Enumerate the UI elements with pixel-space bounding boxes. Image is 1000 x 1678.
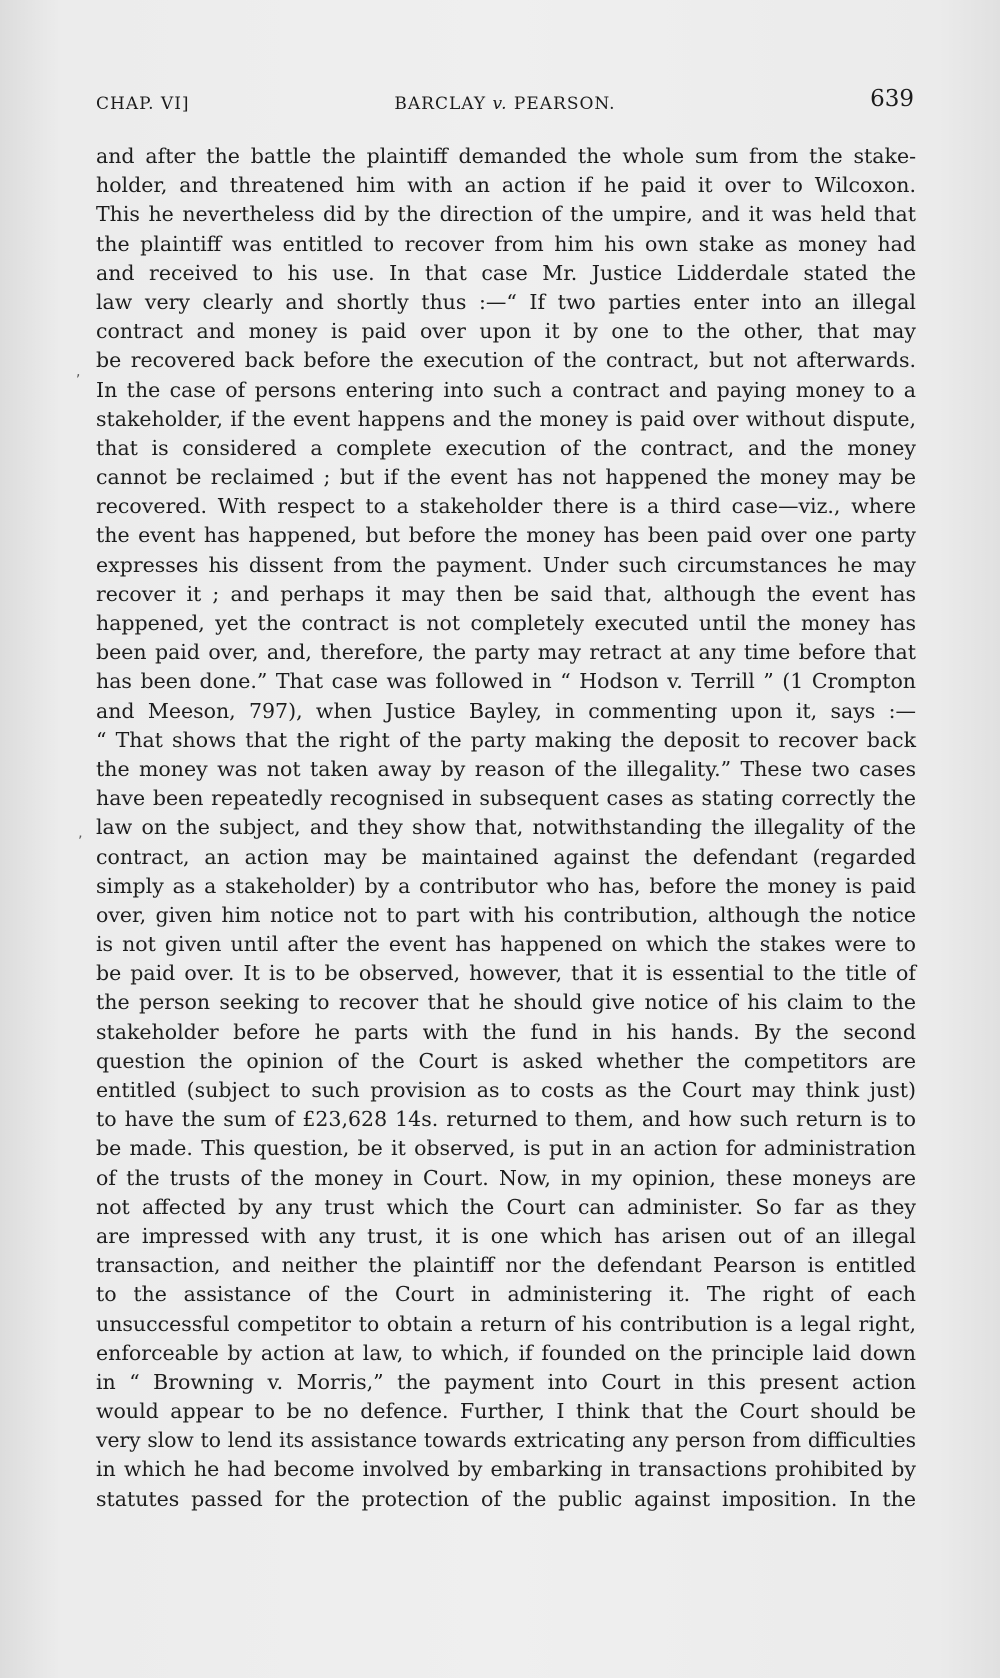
text-line: has been done.” That case was followed in “ Hodson v. Terrill ” (1 Crompton	[96, 669, 916, 694]
body-text	[96, 142, 916, 1514]
text-line: very slow to lend its assistance towards extricating any person from difficulties	[96, 1428, 916, 1453]
text-line: the money was not taken away by reason of the illegality.” These two cases	[96, 756, 916, 781]
text-line: of the trusts of the money in Court. Now, in my opinion, these moneys are	[96, 1165, 916, 1190]
case-title-v: v.	[492, 94, 508, 114]
text-line: stakeholder before he parts with the fund in his hands. By the second	[96, 1019, 916, 1044]
text-line: be recovered back before the execution of the contract, but not afterwards.	[96, 348, 916, 373]
text-line: transaction, and neither the plaintiff nor the defendant Pearson is entitled	[96, 1253, 916, 1278]
text-line: in which he had become involved by embarking in transactions prohibited by	[96, 1457, 916, 1482]
text-line: expresses his dissent from the payment. Under such circumstances he may	[96, 552, 916, 577]
case-title	[96, 94, 914, 114]
text-line: holder, and threatened him with an action if he paid it over to Wilcoxon.	[96, 173, 916, 198]
text-line: question the opinion of the Court is asked whether the competitors are	[96, 1048, 916, 1073]
running-head	[96, 86, 914, 126]
page-number: 639	[870, 86, 914, 112]
text-line: enforceable by action at law, to which, if founded on the principle laid down	[96, 1340, 916, 1365]
chapter-label: CHAP. VI]	[96, 94, 190, 114]
text-line: In the case of persons entering into such a contract and paying money to a	[96, 377, 916, 402]
text-line: entitled (subject to such provision as to costs as the Court may think just)	[96, 1078, 916, 1102]
text-line: been paid over, and, therefore, the party may retract at any time before that	[96, 640, 916, 665]
text-line: the plaintiff was entitled to recover from him his own stake as money had	[96, 231, 916, 256]
text-line: contract, an action may be maintained against the defendant (regarded	[96, 844, 916, 869]
text-line: in “ Browning v. Morris,” the payment into Court in this present action	[96, 1369, 916, 1394]
text-line: happened, yet the contract is not completely executed until the money has	[96, 611, 916, 635]
text-line: and received to his use. In that case Mr. Justice Lidderdale stated the	[96, 260, 916, 285]
case-title-post: PEARSON.	[507, 94, 616, 114]
text-line: that is considered a complete execution of the contract, and the money	[96, 435, 916, 460]
text-line: contract and money is paid over upon it by one to the other, that may	[96, 319, 916, 344]
text-line: simply as a stakeholder) by a contributor who has, before the money is paid	[96, 873, 916, 898]
text-line: and Meeson, 797), when Justice Bayley, in commenting upon it, says :—	[96, 698, 916, 723]
text-line: are impressed with any trust, it is one which has arisen out of an illegal	[96, 1223, 916, 1248]
text-line: not affected by any trust which the Court can administer. So far as they	[96, 1194, 916, 1219]
text-line: the person seeking to recover that he should give notice of his claim to the	[96, 990, 916, 1015]
case-title-pre: BARCLAY	[394, 94, 493, 114]
text-line: to have the sum of £23,628 14s. returned to them, and how such return is to	[96, 1107, 916, 1132]
text-line: unsuccessful competitor to obtain a return of his contribution is a legal right,	[96, 1311, 916, 1336]
text-line: the event has happened, but before the money has been paid over one party	[96, 523, 916, 548]
text-line: over, given him notice not to part with his contribution, although the notice	[96, 902, 916, 927]
text-line: have been repeatedly recognised in subsequent cases as stating correctly the	[96, 786, 916, 811]
text-line: to the assistance of the Court in administering it. The right of each	[96, 1282, 916, 1307]
margin-mark: ,	[76, 364, 81, 380]
text-line: be made. This question, be it observed, is put in an action for administration	[96, 1136, 916, 1161]
text-line: This he nevertheless did by the direction of the umpire, and it was held that	[96, 202, 916, 227]
margin-mark: ’	[78, 834, 83, 850]
text-line: cannot be reclaimed ; but if the event has not happened the money may be	[96, 465, 916, 490]
text-line: and after the battle the plaintiff demanded the whole sum from the stake-	[96, 144, 916, 168]
text-line: would appear to be no defence. Further, I think that the Court should be	[96, 1399, 916, 1424]
text-line: law very clearly and shortly thus :—“ If two parties enter into an illegal	[96, 289, 916, 314]
text-line: recovered. With respect to a stakeholder there is a third case—viz., where	[96, 494, 916, 519]
text-line: is not given until after the event has happened on which the stakes were to	[96, 932, 916, 957]
text-line: recover it ; and perhaps it may then be said that, although the event has	[96, 581, 916, 606]
text-line: statutes passed for the protection of the public against imposition. In the	[96, 1486, 916, 1511]
text-line: stakeholder, if the event happens and the money is paid over without dispute,	[96, 406, 916, 431]
text-line: law on the subject, and they show that, notwithstanding the illegality of the	[96, 815, 916, 840]
text-line: be paid over. It is to be observed, however, that it is essential to the title of	[96, 961, 916, 986]
text-line: “ That shows that the right of the party making the deposit to recover back	[96, 727, 916, 752]
